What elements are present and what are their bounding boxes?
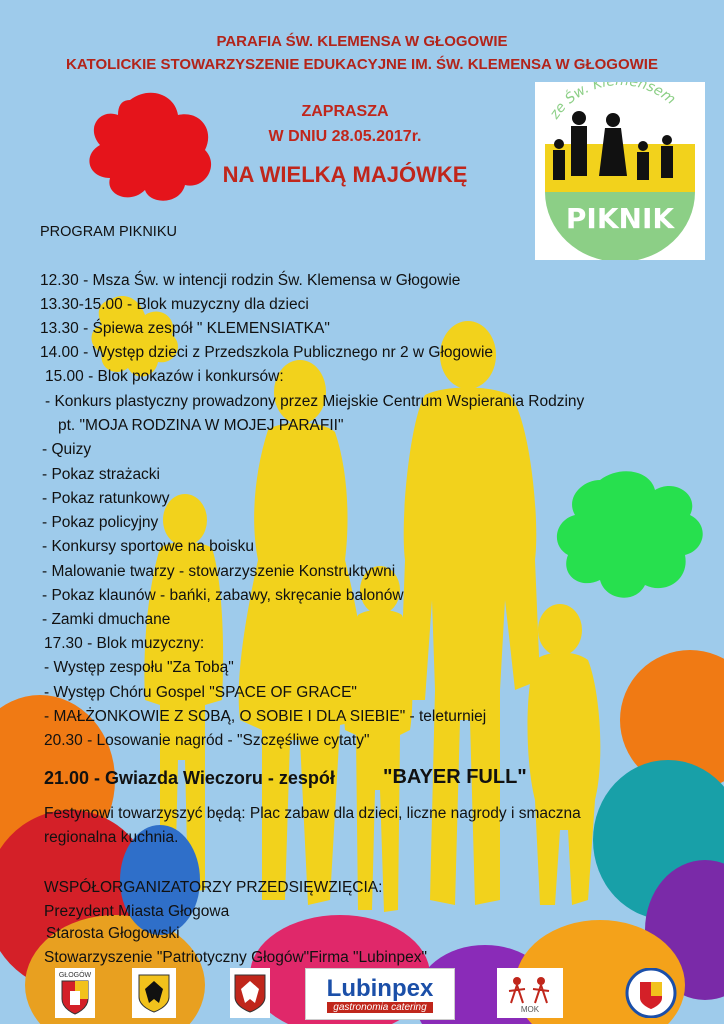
program-item: - Występ Chóru Gospel "SPACE OF GRACE" bbox=[44, 684, 357, 701]
star-band: "BAYER FULL" bbox=[383, 766, 527, 788]
mok-label: MOK bbox=[520, 1004, 540, 1014]
program-item: - Pokaz klaunów - bańki, zabawy, skręcanie balonów bbox=[42, 587, 404, 604]
piknik-logo bbox=[535, 82, 705, 260]
dancers-icon bbox=[505, 973, 555, 1005]
komunikacja-miejska-logo bbox=[620, 968, 682, 1018]
program-item: 17.30 - Blok muzyczny: bbox=[44, 635, 205, 652]
transport-badge-icon bbox=[622, 968, 680, 1018]
eagle-shield-icon bbox=[137, 973, 171, 1013]
organizer-item: Starosta Głogowski bbox=[46, 925, 180, 942]
organizer-item: Stowarzyszenie "Patriotyczny Głogów"Firma "Lubinpex" bbox=[44, 949, 427, 966]
program-item: 12.30 - Msza Św. w intencji rodzin Św. Klemensa w Głogowie bbox=[40, 272, 461, 289]
red-paint-splash bbox=[89, 93, 211, 201]
parish-name: PARAFIA ŚW. KLEMENSA W GŁOGOWIE bbox=[216, 33, 508, 50]
lubinpex-name: Lubinpex bbox=[326, 974, 434, 1002]
logo-arc-text: ze Św. Kl ensem bbox=[546, 82, 679, 123]
festival-line: Festynowi towarzyszyć będą: Plac zabaw dla dzieci, liczne nagrody i smaczna bbox=[44, 805, 581, 822]
glogow-shield-icon bbox=[60, 979, 90, 1015]
festival-line: regionalna kuchnia. bbox=[44, 829, 179, 846]
program-heading: PROGRAM PIKNIKU bbox=[40, 224, 177, 240]
star-time: 21.00 - Gwiazda Wieczoru - zespół bbox=[44, 768, 335, 788]
green-paint-splash bbox=[557, 471, 703, 597]
program-item: - Pokaz strażacki bbox=[42, 466, 161, 483]
program-item: 15.00 - Blok pokazów i konkursów: bbox=[45, 368, 284, 385]
organizers-heading: WSPÓŁORGANIZATORZY PRZEDSIĘWZIĘCIA: bbox=[44, 879, 383, 896]
invite-title: NA WIELKĄ MAJÓWKĘ bbox=[222, 162, 468, 187]
program-item: - Pokaz policyjny bbox=[42, 514, 159, 531]
lubinpex-tagline: gastronomia catering bbox=[327, 1002, 432, 1013]
program-item: pt. "MOJA RODZINA W MOJEJ PARAFII" bbox=[58, 417, 344, 434]
program-item: - Quizy bbox=[42, 441, 92, 458]
program-item: - Konkursy sportowe na boisku bbox=[42, 538, 254, 555]
association-name: KATOLICKIE STOWARZYSZENIE EDUKACYJNE IM. ŚW. KLEMENSA W GŁOGOWIE bbox=[66, 56, 658, 73]
mok-logo bbox=[497, 968, 563, 1018]
program-item: - Pokaz ratunkowy bbox=[42, 490, 170, 507]
program-item: - MAŁŻONKOWIE Z SOBĄ, O SOBIE I DLA SIEBIE" - teleturniej bbox=[44, 708, 487, 725]
organizer-item: Prezydent Miasta Głogowa bbox=[44, 903, 230, 920]
program-item: - Malowanie twarzy - stowarzyszenie Konstruktywni bbox=[42, 563, 396, 580]
logo-word: PIKNIK bbox=[565, 202, 675, 235]
military-eagle-logo bbox=[230, 968, 270, 1018]
invite-zaprasza: ZAPRASZA bbox=[301, 103, 389, 120]
program-item: 14.00 - Występ dzieci z Przedszkola Publicznego nr 2 w Głogowie bbox=[40, 344, 494, 361]
white-eagle-icon bbox=[233, 973, 267, 1013]
program-item: - Zamki dmuchane bbox=[42, 611, 171, 628]
invite-date: W DNIU 28.05.2017r. bbox=[268, 128, 422, 145]
glogow-label: GŁOGÓW bbox=[58, 971, 92, 979]
glogow-crest-logo bbox=[55, 968, 95, 1018]
program-item: - Konkurs plastyczny prowadzony przez Miejskie Centrum Wspierania Rodziny bbox=[45, 393, 585, 410]
lubinpex-logo bbox=[305, 968, 455, 1020]
program-item: 13.30-15.00 - Blok muzyczny dla dzieci bbox=[40, 296, 309, 313]
program-item: 13.30 - Śpiewa zespół " KLEMENSIATKA" bbox=[40, 320, 330, 337]
eagle-crest-logo bbox=[132, 968, 176, 1018]
program-item: - Występ zespołu "Za Tobą" bbox=[44, 659, 234, 676]
program-item: 20.30 - Losowanie nagród - "Szczęśliwe cytaty" bbox=[44, 732, 370, 749]
